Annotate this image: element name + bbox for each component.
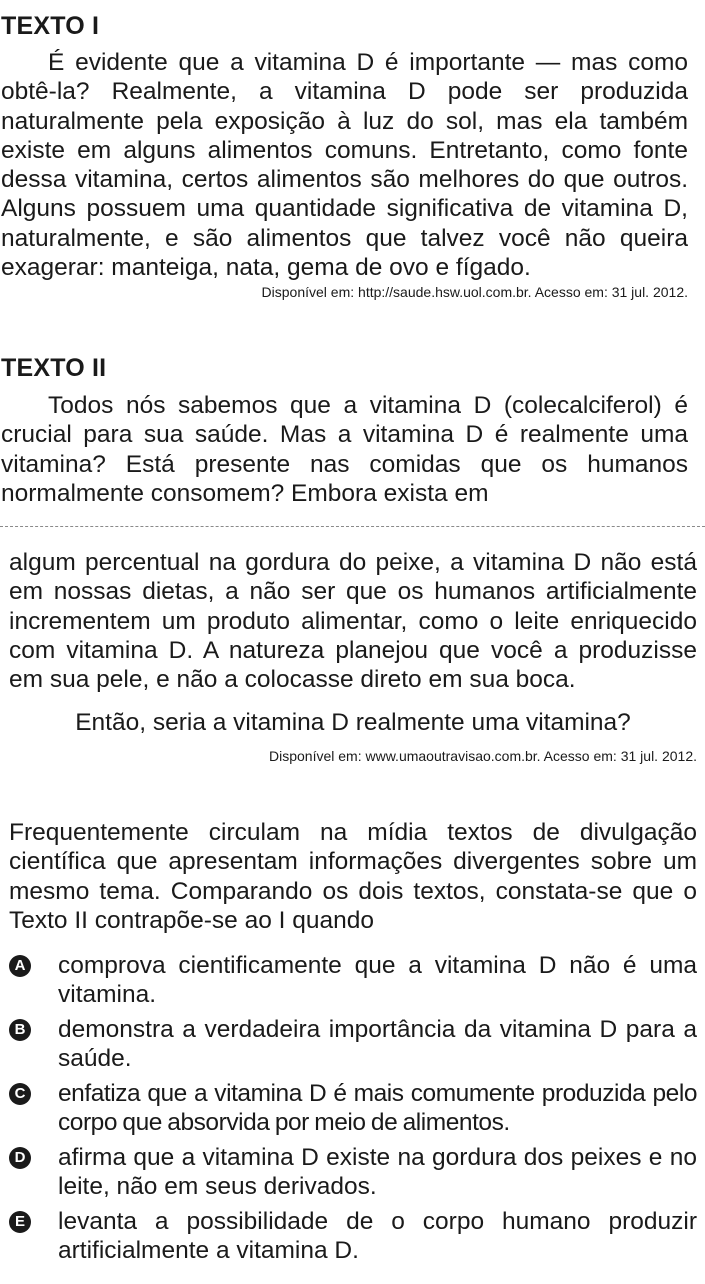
texto-1-section: [1, 12, 688, 301]
option-e[interactable]: [9, 1207, 697, 1265]
option-e-letter-badge: E: [9, 1211, 31, 1233]
option-a-letter-badge: A: [9, 955, 31, 977]
texto-1-heading: TEXTO I: [1, 12, 100, 40]
option-d-letter-badge: D: [9, 1147, 31, 1169]
answer-options: [9, 951, 697, 1271]
question-stem-section: [9, 818, 697, 935]
option-e-text: levanta a possibilidade de o corpo humano produzir artificialmente a vitamina D.: [58, 1208, 697, 1264]
texto-2-body-part-2: algum percentual na gordura do peixe, a vitamina D não está em nossas dietas, a não ser que os humanos artificialmente incrementem um produto alimentar, como o leite enriquecido com vitamina D. A natureza planejou que você a produzisse em sua pele, e não a colocasse direto em sua boca.: [9, 549, 697, 694]
texto-2-body-part-1: Todos nós sabemos que a vitamina D (colecalciferol) é crucial para sua saúde. Mas a vitamina D é realmente uma vitamina? Está presente nas comidas que os humanos normalmente consomem? Embora exista em: [1, 392, 688, 507]
question-stem: Frequentemente circulam na mídia textos de divulgação científica que apresentam informações divergentes sobre um mesmo tema. Comparando os dois textos, constata-se que o Texto II contrapõe-se ao I quando: [9, 819, 697, 934]
texto-2-source: Disponível em: www.umaoutravisao.com.br. Acesso em: 31 jul. 2012.: [269, 748, 697, 765]
option-c-letter-badge: C: [9, 1083, 31, 1105]
column-break-divider: [0, 526, 705, 527]
texto-2-heading: TEXTO II: [1, 354, 107, 382]
texto-2-continuation: [9, 548, 697, 765]
option-c-text: enfatiza que a vitamina D é mais comumente produzida pelo corpo que absorvida por meio de alimentos.: [58, 1080, 697, 1136]
option-c[interactable]: [9, 1079, 697, 1137]
option-d-text: afirma que a vitamina D existe na gordura dos peixes e no leite, não em seus derivados.: [58, 1144, 697, 1200]
texto-2-section: [1, 354, 688, 508]
texto-1-body: É evidente que a vitamina D é importante — mas como obtê-la? Realmente, a vitamina D pode ser produzida naturalmente pela exposição à luz do sol, mas ela também existe em alguns alimentos comuns. Entretanto, como fonte dessa vitamina, certos alimentos são melhores do que outros. Alguns possuem uma quantidade significativa de vitamina D, naturalmente, e são alimentos que talvez você não queira exagerar: manteiga, nata, gema de ovo e fígado.: [1, 49, 688, 282]
option-b-letter-badge: B: [9, 1019, 31, 1041]
option-a[interactable]: [9, 951, 697, 1009]
option-b-text: demonstra a verdadeira importância da vitamina D para a saúde.: [58, 1016, 697, 1072]
texto-2-question-line: Então, seria a vitamina D realmente uma vitamina?: [75, 709, 631, 737]
option-a-text: comprova cientificamente que a vitamina D não é uma vitamina.: [58, 952, 697, 1008]
texto-1-source: Disponível em: http://saude.hsw.uol.com.br. Acesso em: 31 jul. 2012.: [261, 284, 688, 301]
option-d[interactable]: [9, 1143, 697, 1201]
option-b[interactable]: [9, 1015, 697, 1073]
